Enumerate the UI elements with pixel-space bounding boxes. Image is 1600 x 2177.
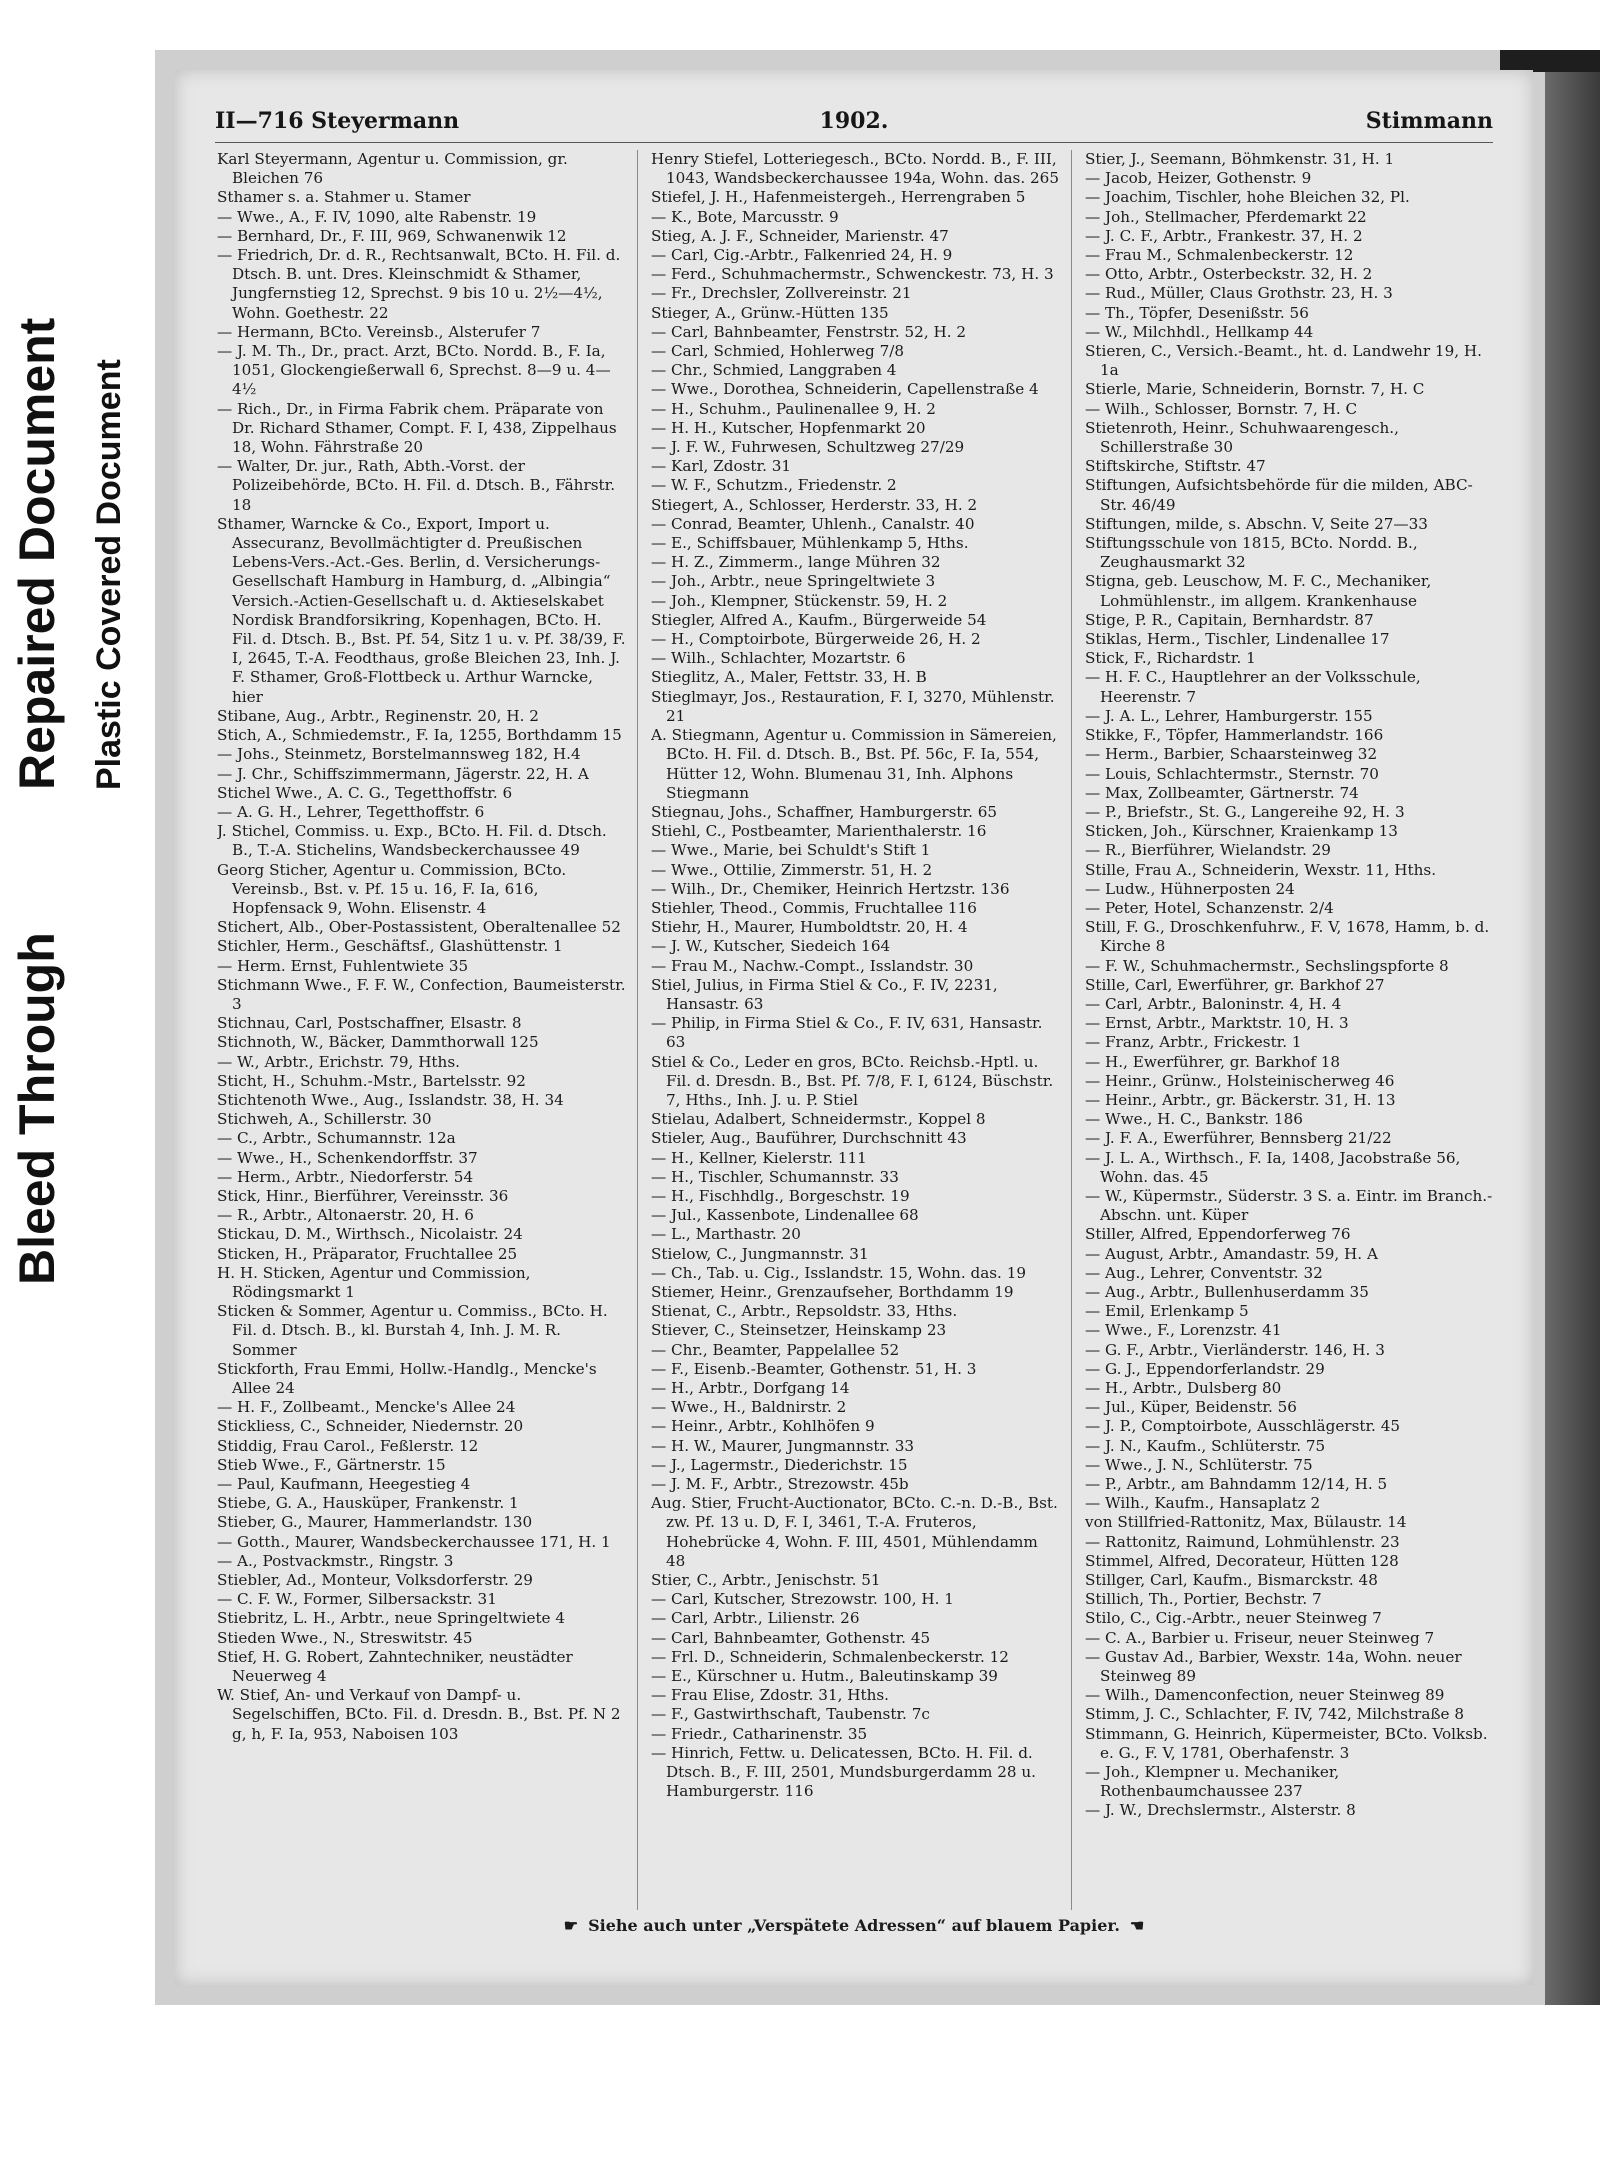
directory-entry: — J. C. F., Arbtr., Frankestr. 37, H. 2 [1085, 226, 1363, 245]
directory-entry: — L., Marthastr. 20 [651, 1225, 801, 1244]
directory-entry: Stiftungen, milde, s. Abschn. V, Seite 27—33 [1085, 514, 1428, 533]
directory-entry: — Carl, Bahnbeamter, Fenstrstr. 52, H. 2 [651, 322, 967, 341]
directory-entry: — R., Bierführer, Wielandstr. 29 [1085, 841, 1331, 860]
directory-entry: — Wwe., H. C., Bankstr. 186 [1085, 1110, 1303, 1129]
directory-entry: — J. Chr., Schiffszimmermann, Jägerstr. 22, H. A [217, 764, 589, 783]
directory-entry: — F. W., Schuhmachermstr., Sechslingspforte 8 [1085, 956, 1449, 975]
directory-entry: — R., Arbtr., Altonaerstr. 20, H. 6 [217, 1206, 474, 1225]
directory-entry: Stichler, Herm., Geschäftsf., Glashüttenstr. 1 [217, 937, 563, 956]
page-footer [175, 1916, 1533, 1935]
directory-entry: — Herm., Arbtr., Niedorferstr. 54 [217, 1167, 474, 1186]
directory-entry: — J. N., Kaufm., Schlüterstr. 75 [1085, 1436, 1326, 1455]
directory-entry: — J., Lagermstr., Diederichstr. 15 [651, 1455, 908, 1474]
directory-entry: — Conrad, Beamter, Uhlenh., Canalstr. 40 [651, 514, 975, 533]
directory-entry: — Frau M., Schmalenbeckerstr. 12 [1085, 246, 1354, 265]
directory-entry: — Wilh., Kaufm., Hansaplatz 2 [1085, 1494, 1321, 1513]
directory-entry: — Wwe., Marie, bei Schuldt's Stift 1 [651, 841, 931, 860]
directory-entry: Stiegert, A., Schlosser, Herderstr. 33, H. 2 [651, 495, 978, 514]
directory-entry: Stieglitz, A., Maler, Fettstr. 33, H. B [651, 668, 927, 687]
directory-entry: Stibane, Aug., Arbtr., Reginenstr. 20, H. 2 [217, 706, 539, 725]
header-right: Stimmann [1365, 108, 1493, 134]
directory-entry: — Gotth., Maurer, Wandsbeckerchaussee 171, H. 1 [217, 1532, 611, 1551]
directory-entry: — Carl, Bahnbeamter, Gothenstr. 45 [651, 1628, 931, 1647]
directory-entry: — J. M. Th., Dr., pract. Arzt, BCto. Nordd. B., F. Ia, 1051, Glockengießerwall 6, Sprechst. 8—9 u. 4—4½ [217, 342, 611, 399]
directory-entry: — Wilh., Dr., Chemiker, Heinrich Hertzstr. 136 [651, 879, 1010, 898]
directory-entry: W. Stief, An- und Verkauf von Dampf- u. Segelschiffen, BCto. Fil. d. Dresdn. B., Bst. Pf. N 2 g, h, F. Ia, 953, Naboisen 103 [217, 1686, 621, 1743]
directory-entry: — J. W., Drechslermstr., Alsterstr. 8 [1085, 1801, 1356, 1820]
directory-entry: Still, F. G., Droschkenfuhrw., F. V, 1678, Hamm, b. d. Kirche 8 [1085, 918, 1490, 956]
directory-entry: Stilo, C., Cig.-Arbtr., neuer Steinweg 7 [1085, 1609, 1382, 1628]
directory-entry: — Walter, Dr. jur., Rath, Abth.-Vorst. der Polizeibehörde, BCto. H. Fil. d. Dtsch. B., Fährstr. 18 [217, 457, 616, 514]
footer-note: Siehe auch unter „Verspätete Adressen“ auf blauem Papier. [588, 1916, 1120, 1935]
directory-entry: Stiehr, H., Maurer, Humboldtstr. 20, H. 4 [651, 918, 968, 937]
directory-entry: Stierle, Marie, Schneiderin, Bornstr. 7, H. C [1085, 380, 1425, 399]
directory-entry: — H. W., Maurer, Jungmannstr. 33 [651, 1436, 915, 1455]
directory-entry: Stick, Hinr., Bierführer, Vereinsstr. 36 [217, 1186, 509, 1205]
directory-entry: — Emil, Erlenkamp 5 [1085, 1302, 1249, 1321]
directory-entry: Sthamer, Warncke & Co., Export, Import u. Assecuranz, Bevollmächtigter d. Preußischen Lebens-Vers.-Act.-Ges. Berlin, d. Versicherungs-Gesellschaft Hamburg in Hamburg, d. „Albingia“ Versich.-Actien-Gesellschaft u. d. Aktieselskabet Nordisk Brandforsikring, Kopenhagen, BCto. H. Fil. d. Dtsch. B., Bst. Pf. 54, Sitz 1 u. v. Pf. 38/39, F. I, 2645, T.-A. Feodthaus, große Bleichen 23, Inh. J. F. Sthamer, Groß-Flottbeck u. Arthur Warncke, hier [217, 514, 626, 706]
directory-entry: — Herm., Barbier, Schaarsteinweg 32 [1085, 745, 1378, 764]
column-divider [1071, 150, 1072, 1910]
directory-entry: — F., Gastwirthschaft, Taubenstr. 7c [651, 1705, 930, 1724]
directory-entry: — Otto, Arbtr., Osterbeckstr. 32, H. 2 [1085, 265, 1373, 284]
directory-entry: — Rich., Dr., in Firma Fabrik chem. Präparate von Dr. Richard Sthamer, Compt. F. I, 438, Zippelhaus 18, Wohn. Fährstraße 20 [217, 399, 617, 457]
directory-entry: — Max, Zollbeamter, Gärtnerstr. 74 [1085, 783, 1359, 802]
directory-entry: — P., Arbtr., am Bahndamm 12/14, H. 5 [1085, 1475, 1388, 1494]
directory-entry: — G. F., Arbtr., Vierländerstr. 146, H. 3 [1085, 1340, 1385, 1359]
column-divider [637, 150, 638, 1910]
directory-entry: Stiefel, J. H., Hafenmeistergeh., Herrengraben 5 [651, 188, 1026, 207]
directory-entry: — A., Postvackmstr., Ringstr. 3 [217, 1551, 454, 1570]
directory-entry: Stiftungsschule von 1815, BCto. Nordd. B., Zeughausmarkt 32 [1085, 534, 1418, 572]
directory-entry: — W., Küpermstr., Süderstr. 3 S. a. Eintr. im Branch.-Abschn. unt. Küper [1085, 1186, 1493, 1225]
directory-entry: — H. F., Zollbeamt., Mencke's Allee 24 [217, 1398, 516, 1417]
directory-entry: — Wilh., Schlachter, Mozartstr. 6 [651, 649, 906, 668]
directory-entry: — Aug., Lehrer, Conventstr. 32 [1085, 1263, 1323, 1282]
directory-entry: — H., Schuhm., Paulinenallee 9, H. 2 [651, 399, 936, 418]
directory-entry: Stickliess, C., Schneider, Niedernstr. 20 [217, 1417, 524, 1436]
directory-entry: Stieglmayr, Jos., Restauration, F. I, 3270, Mühlenstr. 21 [651, 687, 1055, 725]
directory-entry: — G. J., Eppendorferlandstr. 29 [1085, 1359, 1325, 1378]
directory-entry: Stiebe, G. A., Hausküper, Frankenstr. 1 [217, 1494, 519, 1513]
directory-entry: Stieb Wwe., F., Gärtnerstr. 15 [217, 1455, 446, 1474]
directory-entry: H. H. Sticken, Agentur und Commission, Rödingsmarkt 1 [217, 1263, 531, 1301]
directory-entry: Henry Stiefel, Lotteriegesch., BCto. Nordd. B., F. III, 1043, Wandsbeckerchaussee 194a, Wohn. das. 265 [651, 150, 1059, 188]
directory-entry: Stiftungen, Aufsichtsbehörde für die milden, ABC-Str. 46/49 [1085, 476, 1473, 514]
directory-entry: — Chr., Beamter, Pappelallee 52 [651, 1340, 900, 1359]
directory-entry: Sticken, Joh., Kürschner, Kraienkamp 13 [1085, 822, 1398, 841]
directory-entry: Stieger, A., Grünw.-Hütten 135 [651, 303, 889, 322]
directory-entry: — Wwe., H., Schenkendorffstr. 37 [217, 1148, 478, 1167]
directory-entry: — W., Milchhdl., Hellkamp 44 [1085, 322, 1314, 341]
directory-entry: — Johs., Steinmetz, Borstelmannsweg 182, H.4 [217, 745, 581, 764]
directory-entry: Stieber, G., Maurer, Hammerlandstr. 130 [217, 1513, 533, 1532]
directory-entry: — Carl, Cig.-Arbtr., Falkenried 24, H. 9 [651, 246, 953, 265]
directory-entry: — H., Fischhdlg., Borgeschstr. 19 [651, 1186, 910, 1205]
directory-entry: — Wwe., H., Baldnirstr. 2 [651, 1398, 847, 1417]
directory-entry: Stienat, C., Arbtr., Repsoldstr. 33, Hths. [651, 1302, 958, 1321]
directory-entry: — Joh., Klempner u. Mechaniker, Rothenbaumchaussee 237 [1085, 1763, 1340, 1801]
directory-entry: — P., Briefstr., St. G., Langereihe 92, H. 3 [1085, 802, 1405, 821]
pointing-hand-icon: ☛ [563, 1916, 579, 1935]
directory-entry: — Ferd., Schuhmachermstr., Schwenckestr. 73, H. 3 [651, 265, 1054, 284]
directory-entry: — Karl, Zdostr. 31 [651, 457, 792, 476]
directory-entry: Stieg, A. J. F., Schneider, Marienstr. 47 [651, 226, 949, 245]
directory-entry: — Joh., Stellmacher, Pferdemarkt 22 [1085, 207, 1367, 226]
directory-entry: Karl Steyermann, Agentur u. Commission, gr. Bleichen 76 [217, 150, 568, 188]
directory-entry: Stiever, C., Steinsetzer, Heinskamp 23 [651, 1321, 947, 1340]
column-2 [651, 150, 1061, 1910]
directory-entry: — Wwe., A., F. IV, 1090, alte Rabenstr. 19 [217, 207, 537, 226]
directory-entry: Stielow, C., Jungmannstr. 31 [651, 1244, 869, 1263]
scan-dark-corner [1500, 50, 1600, 72]
directory-entry: Stielau, Adalbert, Schneidermstr., Koppel 8 [651, 1110, 986, 1129]
directory-entry: Stimm, J. C., Schlachter, F. IV, 742, Milchstraße 8 [1085, 1705, 1464, 1724]
directory-entry: — Frau M., Nachw.-Compt., Isslandstr. 30 [651, 956, 974, 975]
directory-entry: — Herm. Ernst, Fuhlentwiete 35 [217, 956, 469, 975]
directory-entry: Stikke, F., Töpfer, Hammerlandstr. 166 [1085, 726, 1384, 745]
directory-entry: — Carl, Arbtr., Baloninstr. 4, H. 4 [1085, 994, 1342, 1013]
directory-entry: Stillger, Carl, Kaufm., Bismarckstr. 48 [1085, 1571, 1378, 1590]
directory-entry: Sthamer s. a. Stahmer u. Stamer [217, 188, 471, 207]
directory-entry: — Hinrich, Fettw. u. Delicatessen, BCto. H. Fil. d. Dtsch. B., F. III, 2501, Mundsburgerdamm 28 u. Hamburgerstr. 116 [651, 1743, 1036, 1801]
directory-entry: — W. F., Schutzm., Friedenstr. 2 [651, 476, 897, 495]
directory-entry: — J. A. L., Lehrer, Hamburgerstr. 155 [1085, 706, 1373, 725]
directory-entry: — J. F. A., Ewerführer, Bennsberg 21/22 [1085, 1129, 1392, 1148]
side-labels [0, 0, 150, 2000]
directory-entry: Stichmann Wwe., F. F. W., Confection, Baumeisterstr. 3 [217, 975, 626, 1013]
directory-entry: Stickforth, Frau Emmi, Hollw.-Handlg., Mencke's Allee 24 [217, 1359, 597, 1397]
directory-entry: Stille, Carl, Ewerführer, gr. Barkhof 27 [1085, 975, 1385, 994]
directory-entry: — J. F. W., Fuhrwesen, Schultzweg 27/29 [651, 438, 965, 457]
directory-entry: — Carl, Schmied, Hohlerweg 7/8 [651, 342, 905, 361]
directory-entry: — Jul., Kassenbote, Lindenallee 68 [651, 1206, 919, 1225]
directory-entry: — Louis, Schlachtermstr., Sternstr. 70 [1085, 764, 1379, 783]
directory-entry: J. Stichel, Commiss. u. Exp., BCto. H. Fil. d. Dtsch. B., T.-A. Stichelins, Wandsbeckerchaussee 49 [217, 822, 607, 860]
directory-entry: Stichweh, A., Schillerstr. 30 [217, 1110, 432, 1129]
directory-entry: — Wilh., Schlosser, Bornstr. 7, H. C [1085, 399, 1358, 418]
directory-entry: — Wwe., Dorothea, Schneiderin, Capellenstraße 4 [651, 380, 1039, 399]
column-3 [1085, 150, 1495, 1910]
directory-entry: Stiftskirche, Stiftstr. 47 [1085, 457, 1266, 476]
directory-entry: — Heinr., Arbtr., gr. Bäckerstr. 31, H. 13 [1085, 1090, 1396, 1109]
directory-entry: Stier, C., Arbtr., Jenischstr. 51 [651, 1571, 881, 1590]
directory-entry: — Jacob, Heizer, Gothenstr. 9 [1085, 169, 1312, 188]
directory-entry: Stiddig, Frau Carol., Feßlerstr. 12 [217, 1436, 479, 1455]
pointing-hand-icon: ☚ [1129, 1916, 1145, 1935]
directory-entry: — Carl, Kutscher, Strezowstr. 100, H. 1 [651, 1590, 954, 1609]
directory-entry: — J. P., Comptoirbote, Ausschlägerstr. 45 [1085, 1417, 1401, 1436]
directory-entry: — Fr., Drechsler, Zollvereinstr. 21 [651, 284, 912, 303]
directory-entry: — W., Arbtr., Erichstr. 79, Hths. [217, 1052, 460, 1071]
directory-entry: — Ernst, Arbtr., Marktstr. 10, H. 3 [1085, 1014, 1349, 1033]
directory-entry: Stier, J., Seemann, Böhmkenstr. 31, H. 1 [1085, 150, 1395, 168]
directory-entry: — August, Arbtr., Amandastr. 59, H. A [1085, 1244, 1378, 1263]
directory-entry: — Gustav Ad., Barbier, Wexstr. 14a, Wohn. neuer Steinweg 89 [1085, 1647, 1462, 1686]
directory-entry: — Joh., Klempner, Stückenstr. 59, H. 2 [651, 591, 948, 610]
directory-entry: Stichert, Alb., Ober-Postassistent, Oberaltenallee 52 [217, 918, 621, 937]
directory-entry: — H., Kellner, Kielerstr. 111 [651, 1148, 867, 1167]
directory-entry: Stiel, Julius, in Firma Stiel & Co., F. IV, 2231, Hansastr. 63 [651, 975, 998, 1013]
label-repaired-document: Repaired Document [9, 317, 65, 790]
directory-entry: A. Stiegmann, Agentur u. Commission in Sämereien, BCto. H. Fil. d. Dtsch. B., Bst. Pf. 56c, F. Ia, 554, Hütter 12, Wohn. Blumenau 31, Inh. Alphons Stiegmann [651, 726, 1057, 802]
directory-entry: — H. Z., Zimmerm., lange Mühren 32 [651, 553, 941, 572]
directory-entry: Stiegler, Alfred A., Kaufm., Bürgerweide 54 [651, 610, 987, 629]
directory-entry: — H., Tischler, Schumannstr. 33 [651, 1167, 899, 1186]
directory-entry: Stieler, Aug., Bauführer, Durchschnitt 43 [651, 1129, 967, 1148]
directory-entry: Stiebritz, L. H., Arbtr., neue Springeltwiete 4 [217, 1609, 566, 1628]
directory-entry: — Rud., Müller, Claus Grothstr. 23, H. 3 [1085, 284, 1393, 303]
directory-entry: Stiebler, Ad., Monteur, Volksdorferstr. 29 [217, 1571, 533, 1590]
header-year: 1902. [819, 108, 889, 134]
directory-entry: — Carl, Arbtr., Lilienstr. 26 [651, 1609, 860, 1628]
directory-entry: Stickau, D. M., Wirthsch., Nicolaistr. 24 [217, 1225, 523, 1244]
directory-entry: Stieden Wwe., N., Streswitstr. 45 [217, 1628, 473, 1647]
directory-entry: Aug. Stier, Frucht-Auctionator, BCto. C.-n. D.-B., Bst. zw. Pf. 13 u. D, F. I, 3461, T.-A. Fruteros, Hohebrücke 4, Wohn. F. III, 4501, Mühlendamm 48 [651, 1494, 1058, 1570]
directory-entry: Georg Sticher, Agentur u. Commission, BCto. Vereinsb., Bst. v. Pf. 15 u. 16, F. Ia, 616, Hopfensack 9, Wohn. Elisenstr. 4 [217, 860, 567, 917]
directory-entry: — H., Ewerführer, gr. Barkhof 18 [1085, 1052, 1341, 1071]
directory-entry: Sticken, H., Präparator, Fruchtallee 25 [217, 1244, 518, 1263]
directory-entry: Stimmann, G. Heinrich, Küpermeister, BCto. Volksb. e. G., F. V, 1781, Oberhafenstr. 3 [1085, 1724, 1488, 1762]
label-plastic-covered-document: Plastic Covered Document [90, 359, 128, 790]
directory-entry: — Ch., Tab. u. Cig., Isslandstr. 15, Wohn. das. 19 [651, 1263, 1027, 1282]
directory-entry: Stichnau, Carl, Postschaffner, Elsastr. 8 [217, 1014, 522, 1033]
directory-entry: Stiller, Alfred, Eppendorferweg 76 [1085, 1225, 1351, 1244]
directory-entry: von Stillfried-Rattonitz, Max, Bülaustr. 14 [1085, 1513, 1407, 1532]
directory-entry: Stief, H. G. Robert, Zahntechniker, neustädter Neuerweg 4 [217, 1647, 573, 1686]
directory-entry: — Joh., Arbtr., neue Springeltwiete 3 [651, 572, 936, 591]
directory-entry: Stiehler, Theod., Commis, Fruchtallee 116 [651, 898, 977, 917]
directory-entry: — Wilh., Damenconfection, neuer Steinweg 89 [1085, 1686, 1445, 1705]
page-header [215, 108, 1493, 142]
directory-entry: — Wwe., Ottilie, Zimmerstr. 51, H. 2 [651, 860, 933, 879]
directory-entry: — Frau Elise, Zdostr. 31, Hths. [651, 1686, 890, 1705]
directory-entry: — C. A., Barbier u. Friseur, neuer Steinweg 7 [1085, 1628, 1435, 1647]
directory-entry: — Joachim, Tischler, hohe Bleichen 32, Pl. [1085, 188, 1410, 207]
directory-entry: Stiemer, Heinr., Grenzaufseher, Borthdamm 19 [651, 1282, 1014, 1301]
directory-entry: — Franz, Arbtr., Frickestr. 1 [1085, 1033, 1302, 1052]
directory-entry: Stiel & Co., Leder en gros, BCto. Reichsb.-Hptl. u. Fil. d. Dresdn. B., Bst. Pf. 7/8, F. I, 6124, Büschstr. 7, Hths., Inh. J. u. P. Stiel [651, 1052, 1054, 1109]
directory-entry: — Jul., Küper, Beidenstr. 56 [1085, 1398, 1297, 1417]
directory-entry: — Frl. D., Schneiderin, Schmalenbeckerstr. 12 [651, 1647, 1009, 1666]
directory-entry: — C. F. W., Former, Silbersackstr. 31 [217, 1590, 497, 1609]
directory-entry: — J. W., Kutscher, Siedeich 164 [651, 937, 891, 956]
directory-entry: — H., Arbtr., Dulsberg 80 [1085, 1379, 1282, 1397]
directory-entry: — Wwe., F., Lorenzstr. 41 [1085, 1321, 1282, 1340]
directory-entry: — K., Bote, Marcusstr. 9 [651, 207, 839, 226]
directory-entry: — Hermann, BCto. Vereinsb., Alsterufer 7 [217, 322, 541, 341]
directory-entry: Stichel Wwe., A. C. G., Tegetthoffstr. 6 [217, 783, 513, 802]
directory-entry: Stiegnau, Johs., Schaffner, Hamburgerstr. 65 [651, 802, 998, 821]
directory-entry: Stietenroth, Heinr., Schuhwaarengesch., Schillerstraße 30 [1085, 418, 1399, 457]
directory-entry: Sticht, H., Schuhm.-Mstr., Bartelsstr. 92 [217, 1071, 526, 1090]
directory-entry: — Paul, Kaufmann, Heegestieg 4 [217, 1475, 471, 1494]
directory-entry: — F., Eisenb.-Beamter, Gothenstr. 51, H. 3 [651, 1359, 977, 1378]
directory-entry: — C., Arbtr., Schumannstr. 12a [217, 1129, 456, 1148]
header-left: II—716 Steyermann [215, 108, 460, 134]
directory-entry: Stieren, C., Versich.-Beamt., ht. d. Landwehr 19, H. 1a [1085, 342, 1482, 380]
directory-entry: — Rattonitz, Raimund, Lohmühlenstr. 23 [1085, 1532, 1400, 1551]
directory-entry: — Aug., Arbtr., Bullenhuserdamm 35 [1085, 1282, 1369, 1301]
column-1 [217, 150, 627, 1910]
directory-entry: — J. L. A., Wirthsch., F. Ia, 1408, Jacobstraße 56, Wohn. das. 45 [1085, 1148, 1461, 1186]
directory-entry: — H., Comptoirbote, Bürgerweide 26, H. 2 [651, 630, 981, 649]
directory-entry: Stille, Frau A., Schneiderin, Wexstr. 11, Hths. [1085, 860, 1437, 879]
label-bleed-through: Bleed Through [9, 932, 65, 1285]
directory-entry: — Friedrich, Dr. d. R., Rechtsanwalt, BCto. H. Fil. d. Dtsch. B. unt. Dres. Kleinschmidt & Sthamer, Jungfernstieg 12, Sprechst. 9 bis 10 u. 2½—4½, Wohn. Goethestr. 22 [217, 246, 621, 322]
directory-entry: Stigna, geb. Leuschow, M. F. C., Mechaniker, Lohmühlenstr., im allgem. Krankenhause [1085, 572, 1432, 610]
directory-entry: Stichnoth, W., Bäcker, Dammthorwall 125 [217, 1033, 539, 1052]
directory-entry: — Heinr., Grünw., Holsteinischerweg 46 [1085, 1071, 1395, 1090]
directory-entry: Stichtenoth Wwe., Aug., Isslandstr. 38, H. 34 [217, 1090, 564, 1109]
directory-entry: Stiehl, C., Postbeamter, Marienthalerstr. 16 [651, 822, 987, 841]
directory-entry: — Heinr., Arbtr., Kohlhöfen 9 [651, 1417, 875, 1436]
directory-entry: — A. G. H., Lehrer, Tegetthoffstr. 6 [217, 802, 485, 821]
directory-entry: — Friedr., Catharinenstr. 35 [651, 1724, 868, 1743]
directory-entry: — Bernhard, Dr., F. III, 969, Schwanenwik 12 [217, 226, 567, 245]
directory-entry: — H. H., Kutscher, Hopfenmarkt 20 [651, 418, 926, 437]
directory-entry: Stige, P. R., Capitain, Bernhardstr. 87 [1085, 610, 1374, 629]
directory-entry: Stiklas, Herm., Tischler, Lindenallee 17 [1085, 630, 1390, 649]
directory-entry: — H., Arbtr., Dorfgang 14 [651, 1379, 850, 1397]
directory-entry: Sticken & Sommer, Agentur u. Commiss., BCto. H. Fil. d. Dtsch. B., kl. Burstah 4, Inh. J. M. R. Sommer [217, 1302, 608, 1359]
directory-entry: — Chr., Schmied, Langgraben 4 [651, 361, 897, 380]
directory-entry: — J. M. F., Arbtr., Strezowstr. 45b [651, 1475, 909, 1494]
scanned-page-frame [155, 50, 1600, 2005]
directory-entry: Stich, A., Schmiedemstr., F. Ia, 1255, Borthdamm 15 [217, 726, 622, 745]
scan-dark-edge [1545, 50, 1600, 2005]
directory-page [175, 70, 1533, 1985]
directory-entry: Stick, F., Richardstr. 1 [1085, 649, 1256, 668]
directory-entry: — Th., Töpfer, Desenißstr. 56 [1085, 303, 1309, 322]
directory-entry: — Wwe., J. N., Schlüterstr. 75 [1085, 1455, 1313, 1474]
header-rule [215, 142, 1493, 143]
directory-entry: Stimmel, Alfred, Decorateur, Hütten 128 [1085, 1551, 1399, 1570]
directory-entry: — Philip, in Firma Stiel & Co., F. IV, 631, Hansastr. 63 [651, 1014, 1043, 1052]
directory-entry: — E., Schiffsbauer, Mühlenkamp 5, Hths. [651, 534, 969, 553]
directory-entry: — Ludw., Hühnerposten 24 [1085, 879, 1295, 898]
directory-entry: — Peter, Hotel, Schanzenstr. 2/4 [1085, 898, 1334, 917]
directory-entry: — H. F. C., Hauptlehrer an der Volksschule, Heerenstr. 7 [1085, 668, 1421, 706]
directory-entry: Stillich, Th., Portier, Bechstr. 7 [1085, 1590, 1322, 1609]
directory-entry: — E., Kürschner u. Hutm., Baleutinskamp 39 [651, 1667, 998, 1686]
